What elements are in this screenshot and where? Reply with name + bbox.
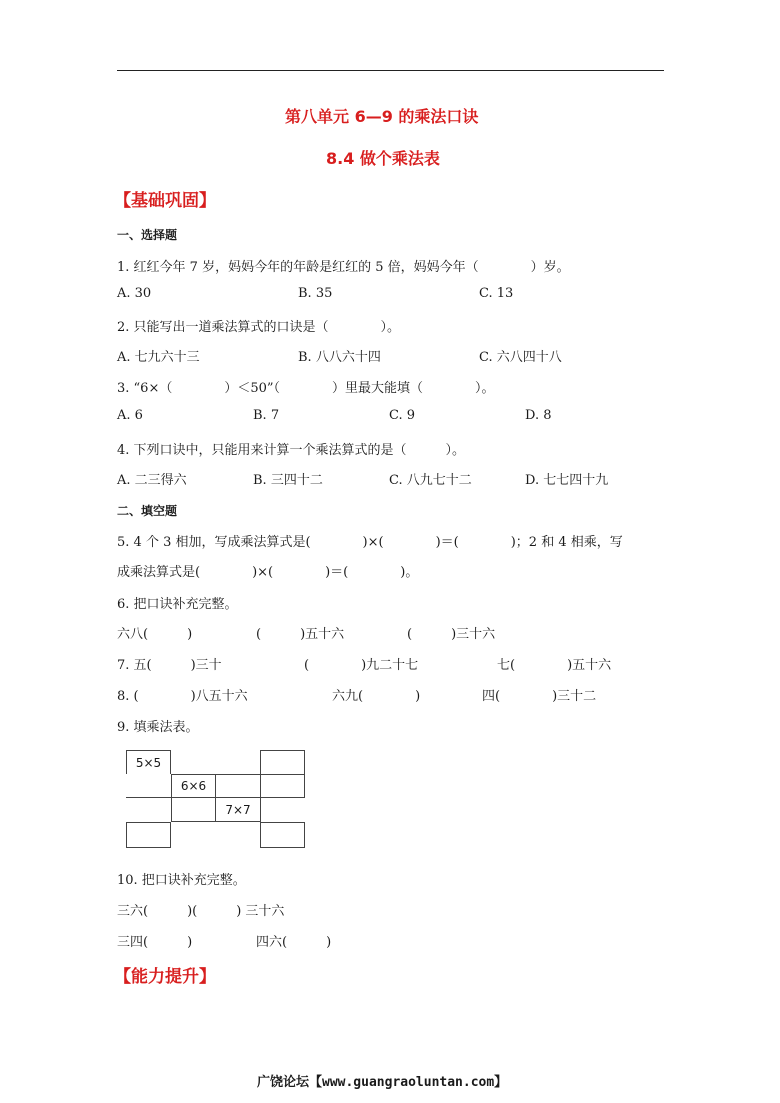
page-subtitle: 8.4 做个乘法表 xyxy=(326,149,440,168)
question-6: 6. 把口诀补充完整。 xyxy=(117,597,238,612)
q6-item-1: 六八( ) xyxy=(117,627,193,642)
q10-item-3: 四六( ) xyxy=(256,935,332,950)
table-cell-blank[interactable] xyxy=(215,774,261,798)
multiplication-table-grid xyxy=(124,748,310,850)
table-cell-blank[interactable] xyxy=(260,750,305,776)
q4-option-a: A. 二三得六 xyxy=(117,473,187,488)
section-basic: 【基础巩固】 xyxy=(114,191,216,211)
q10-item-2: 三四( ) xyxy=(117,935,193,950)
question-5-line-1: 5. 4 个 3 相加，写成乘法算式是( )×( )＝( )；2 和 4 相乘，写 xyxy=(117,535,623,550)
q2-option-a: A. 七九六十三 xyxy=(117,350,200,365)
q1-option-a: A. 30 xyxy=(117,286,152,301)
table-cell-blank[interactable] xyxy=(171,797,216,822)
q8-item-1: 8. ( )八五十六 xyxy=(117,689,248,704)
question-9: 9. 填乘法表。 xyxy=(117,720,199,735)
q4-option-c: C. 八九七十二 xyxy=(389,473,472,488)
table-cell-blank[interactable] xyxy=(126,822,171,848)
q2-option-b: B. 八八六十四 xyxy=(298,350,381,365)
question-4: 4. 下列口诀中，只能用来计算一个乘法算式的是（ ）。 xyxy=(117,443,466,458)
q3-option-b: B. 7 xyxy=(253,408,280,423)
q3-option-a: A. 6 xyxy=(117,408,143,423)
q3-option-c: C. 9 xyxy=(389,408,416,423)
q3-option-d: D. 8 xyxy=(525,408,552,423)
q1-option-c: C. 13 xyxy=(479,286,514,301)
table-cell-7x7: 7×7 xyxy=(215,797,261,822)
footer-site-link[interactable]: 广饶论坛【www.guangraoluntan.com】 xyxy=(257,1075,508,1090)
table-cell-blank[interactable] xyxy=(260,774,305,798)
top-rule xyxy=(117,70,664,71)
heading-fill: 二、填空题 xyxy=(117,504,178,518)
q10-item-1: 三六( )( ) 三十六 xyxy=(117,904,285,919)
q1-option-b: B. 35 xyxy=(298,286,333,301)
question-5-line-2: 成乘法算式是( )×( )＝( )。 xyxy=(117,565,419,580)
question-1: 1. 红红今年 7 岁，妈妈今年的年龄是红红的 5 倍，妈妈今年（ ）岁。 xyxy=(117,260,570,275)
q7-item-2: ( )九二十七 xyxy=(304,658,419,673)
section-advanced: 【能力提升】 xyxy=(114,967,216,987)
q8-item-2: 六九( ) xyxy=(332,689,421,704)
table-cell-5x5: 5×5 xyxy=(126,750,171,776)
table-cell-blank[interactable] xyxy=(126,774,173,798)
q4-option-b: B. 三四十二 xyxy=(253,473,323,488)
q2-option-c: C. 六八四十八 xyxy=(479,350,562,365)
table-cell-blank[interactable] xyxy=(260,822,305,848)
q8-item-3: 四( )三十二 xyxy=(482,689,597,704)
question-3: 3. “6×（ ）＜50”（ ）里最大能填（ ）。 xyxy=(117,381,495,396)
q6-item-3: ( )三十六 xyxy=(407,627,496,642)
q4-option-d: D. 七七四十九 xyxy=(525,473,609,488)
q7-item-3: 七( )五十六 xyxy=(497,658,612,673)
q6-item-2: ( )五十六 xyxy=(256,627,345,642)
question-10: 10. 把口诀补充完整。 xyxy=(117,873,246,888)
q7-item-1: 7. 五( )三十 xyxy=(117,658,222,673)
page-title: 第八单元 6—9 的乘法口诀 xyxy=(285,107,479,126)
heading-choice: 一、选择题 xyxy=(117,228,178,242)
question-2: 2. 只能写出一道乘法算式的口诀是（ ）。 xyxy=(117,320,401,335)
table-cell-6x6: 6×6 xyxy=(171,774,216,798)
